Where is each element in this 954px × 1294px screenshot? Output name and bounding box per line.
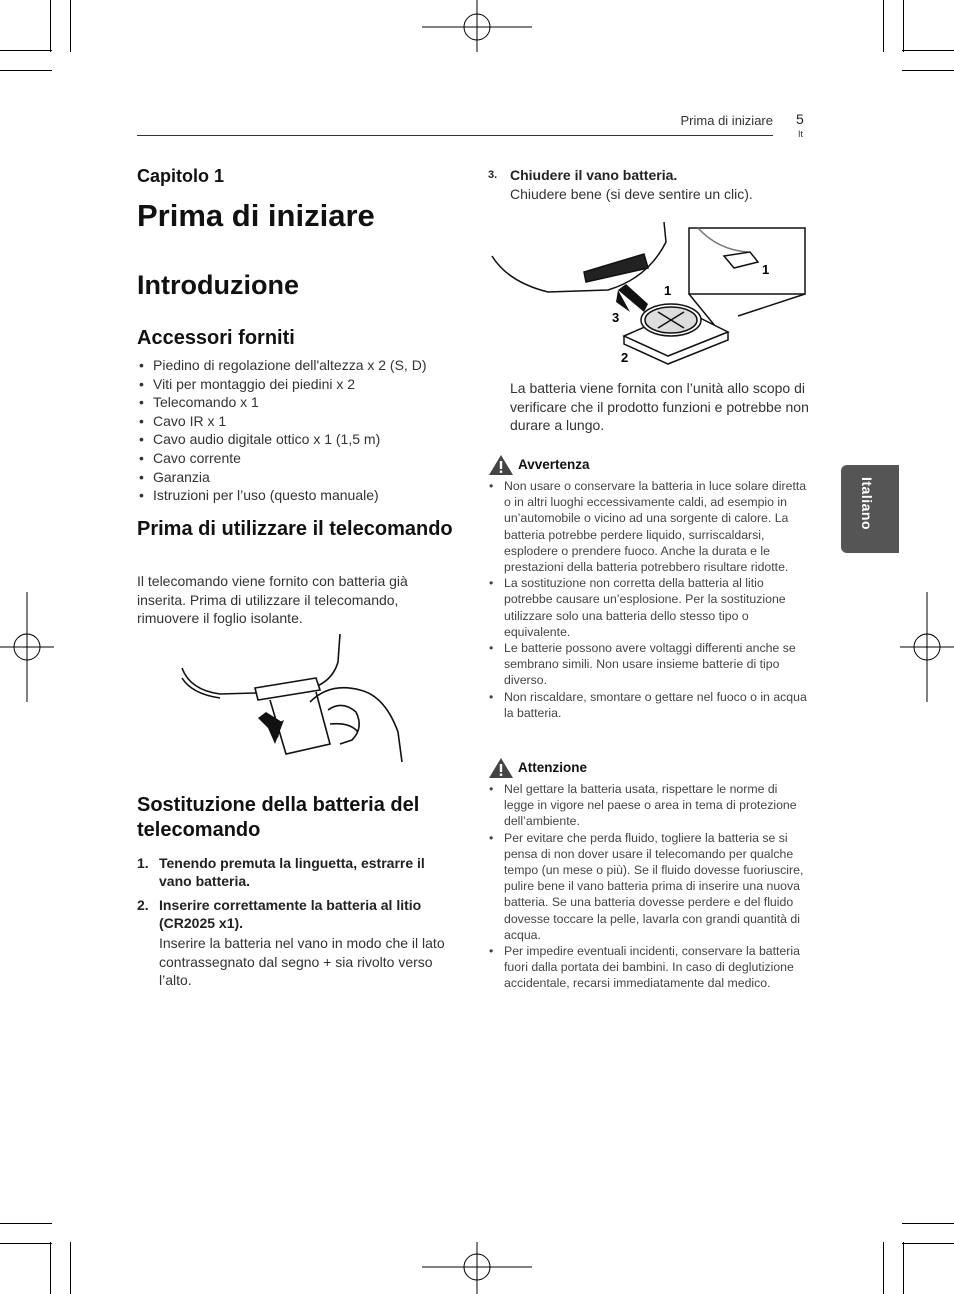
figure-label: 1 <box>762 262 770 277</box>
list-item: • Cavo audio digitale ottico x 1 (1,5 m) <box>137 430 427 449</box>
warning-icon <box>488 454 514 476</box>
replace-battery-heading: Sostituzione della batteria del telecomando <box>137 794 420 841</box>
list-item: • Le batterie possono avere voltaggi differenti anche se sembrano simili. Non usare insieme batterie di tipo diverso. <box>488 640 808 689</box>
step-title: Chiudere il vano batteria. <box>510 167 678 183</box>
caution-icon <box>488 757 514 779</box>
caution-label: Attenzione <box>518 760 587 775</box>
step-number: 3. <box>488 169 498 181</box>
list-item: • Garanzia <box>137 468 427 487</box>
warning-label: Avvertenza <box>518 457 590 472</box>
list-item: • La sostituzione non corretta della batteria al litio potrebbe causare un’esplosione. Per la sostituzione utilizzare solo una batteria dello stesso tipo o equivalente. <box>488 575 808 640</box>
language-tab-label: Italiano <box>859 477 875 531</box>
running-title: Prima di iniziare <box>680 113 773 128</box>
section-heading-introduzione: Introduzione <box>137 270 299 300</box>
step-title: Inserire correttamente la batteria al litio (CR2025 x1). <box>159 897 422 931</box>
list-item: • Non usare o conservare la batteria in luce solare diretta o in altri luoghi eccessivamente caldi, ad esempio in un’automobile o vicino ad una sorgente di calore. La batteria potrebbe perdere liquido, surriscaldarsi, esplodere o prendere fuoco. Anche la durata e le prestazioni della batteria potrebbero risultare ridotte. <box>488 478 808 575</box>
figure-label: 1 <box>664 283 672 298</box>
battery-compartment-illustration <box>488 212 808 368</box>
page-language-code: It <box>798 129 804 139</box>
step-number: 2. <box>137 897 149 913</box>
list-item: • Non riscaldare, smontare o gettare nel fuoco o in acqua la batteria. <box>488 689 808 721</box>
list-item: • Nel gettare la batteria usata, rispettare le norme di legge in vigore nel paese o area in tema di protezione dell’ambiente. <box>488 781 808 830</box>
list-item: • Piedino di regolazione dell'altezza x 2 (S, D) <box>137 356 427 375</box>
before-use-heading: Prima di utilizzare il telecomando <box>137 518 453 540</box>
figure-label: 2 <box>621 350 629 365</box>
caution-list <box>488 781 808 992</box>
chapter-label: Capitolo 1 <box>137 166 225 186</box>
list-item: • Viti per montaggio dei piedini x 2 <box>137 375 427 394</box>
step-title: Tenendo premuta la linguetta, estrarre il vano batteria. <box>159 855 425 889</box>
language-tab <box>841 465 899 553</box>
list-item: • Istruzioni per l’uso (questo manuale) <box>137 486 427 505</box>
list-item: • Per evitare che perda fluido, togliere la batteria se si pensa di non dover usare il telecomando per qualche tempo (un mese o più). Se il fluido dovesse fuoriuscire, pulire bene il vano batteria prima di inserire una nuova batteria. Se una batteria dovesse perdere e del fluido dovesse toccare la pelle, lavarla con grandi quantità di acqua. <box>488 830 808 943</box>
battery-note: La batteria viene fornita con l’unità allo scopo di verificare che il prodotto funzioni e potrebbe non durare a lungo. <box>510 380 809 434</box>
insulating-sheet-illustration <box>180 632 405 767</box>
header-rule <box>137 135 773 136</box>
accessories-list <box>137 356 427 505</box>
step-description: Inserire la batteria nel vano in modo che il lato contrassegnato dal segno + sia rivolto verso l’alto. <box>159 935 445 989</box>
page-number: 5 <box>796 111 804 127</box>
list-item: • Telecomando x 1 <box>137 393 427 412</box>
before-use-text: Il telecomando viene fornito con batteria già inserita. Prima di utilizzare il telecomando, rimuovere il foglio isolante. <box>137 573 408 627</box>
page-title: Prima di iniziare <box>137 198 375 233</box>
list-item: • Cavo corrente <box>137 449 427 468</box>
list-item: • Cavo IR x 1 <box>137 412 427 431</box>
step-number: 1. <box>137 855 149 871</box>
list-item: • Per impedire eventuali incidenti, conservare la batteria fuori dalla portata dei bambini. In caso di deglutizione accidentale, recarsi immediatamente dal medico. <box>488 943 808 992</box>
accessories-heading: Accessori forniti <box>137 327 295 349</box>
step-description: Chiudere bene (si deve sentire un clic). <box>510 186 753 202</box>
figure-label: 3 <box>612 310 620 325</box>
warning-list <box>488 478 808 721</box>
